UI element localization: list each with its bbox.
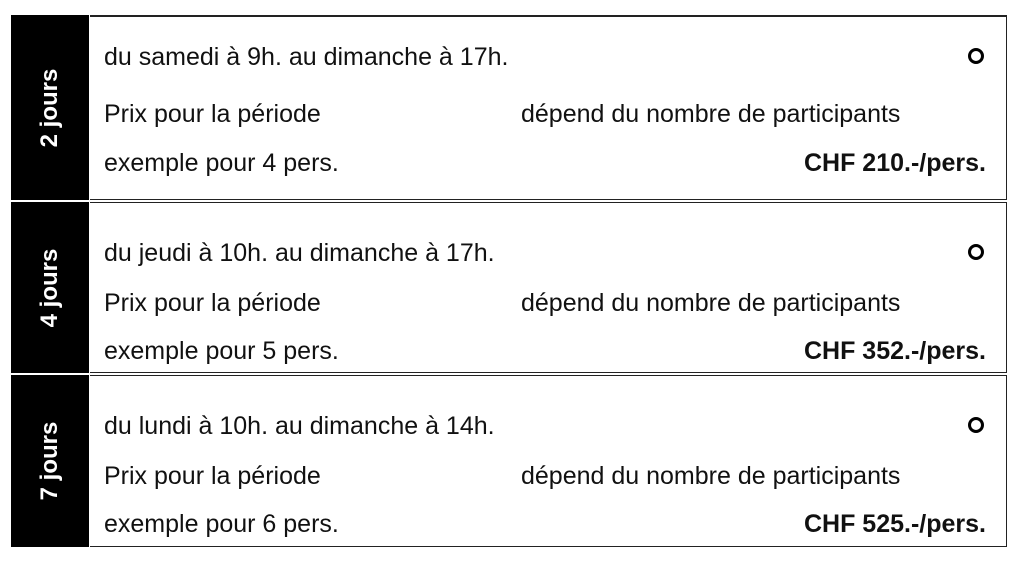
duration-label: 2 jours bbox=[36, 68, 63, 147]
example-line bbox=[104, 335, 986, 367]
option-details bbox=[90, 375, 1007, 547]
pricing-table bbox=[11, 15, 1007, 547]
price-line bbox=[104, 98, 986, 130]
option-radio-button[interactable] bbox=[968, 417, 984, 433]
schedule-line bbox=[104, 410, 986, 442]
duration-tab bbox=[11, 375, 89, 547]
example-text: exemple pour 4 pers. bbox=[104, 149, 339, 177]
price-note: dépend du nombre de participants bbox=[521, 100, 901, 128]
price-label: Prix pour la période bbox=[104, 462, 321, 490]
duration-tab bbox=[11, 15, 89, 200]
price-value: CHF 210.-/pers. bbox=[803, 149, 986, 177]
option-radio-button[interactable] bbox=[968, 48, 984, 64]
schedule-text: du jeudi à 10h. au dimanche à 17h. bbox=[104, 239, 495, 267]
option-row-4-jours bbox=[11, 202, 1007, 373]
price-line bbox=[104, 287, 986, 319]
price-note: dépend du nombre de participants bbox=[521, 462, 901, 490]
option-details bbox=[90, 202, 1007, 373]
price-label: Prix pour la période bbox=[104, 100, 321, 128]
schedule-text: du samedi à 9h. au dimanche à 17h. bbox=[104, 43, 509, 71]
duration-tab bbox=[11, 202, 89, 373]
schedule-line bbox=[104, 41, 986, 73]
example-line bbox=[104, 508, 986, 540]
schedule-line bbox=[104, 237, 986, 269]
price-value: CHF 352.-/pers. bbox=[803, 337, 986, 365]
example-text: exemple pour 5 pers. bbox=[104, 337, 339, 365]
schedule-text: du lundi à 10h. au dimanche à 14h. bbox=[104, 412, 495, 440]
price-value: CHF 525.-/pers. bbox=[803, 510, 986, 538]
price-note: dépend du nombre de participants bbox=[521, 289, 901, 317]
price-line bbox=[104, 460, 986, 492]
price-label: Prix pour la période bbox=[104, 289, 321, 317]
example-line bbox=[104, 147, 986, 179]
example-text: exemple pour 6 pers. bbox=[104, 510, 339, 538]
duration-label: 4 jours bbox=[36, 248, 63, 327]
option-details bbox=[90, 15, 1007, 200]
option-row-7-jours bbox=[11, 375, 1007, 547]
duration-label: 7 jours bbox=[36, 421, 63, 501]
option-radio-button[interactable] bbox=[968, 244, 984, 260]
option-row-2-jours bbox=[11, 15, 1007, 200]
